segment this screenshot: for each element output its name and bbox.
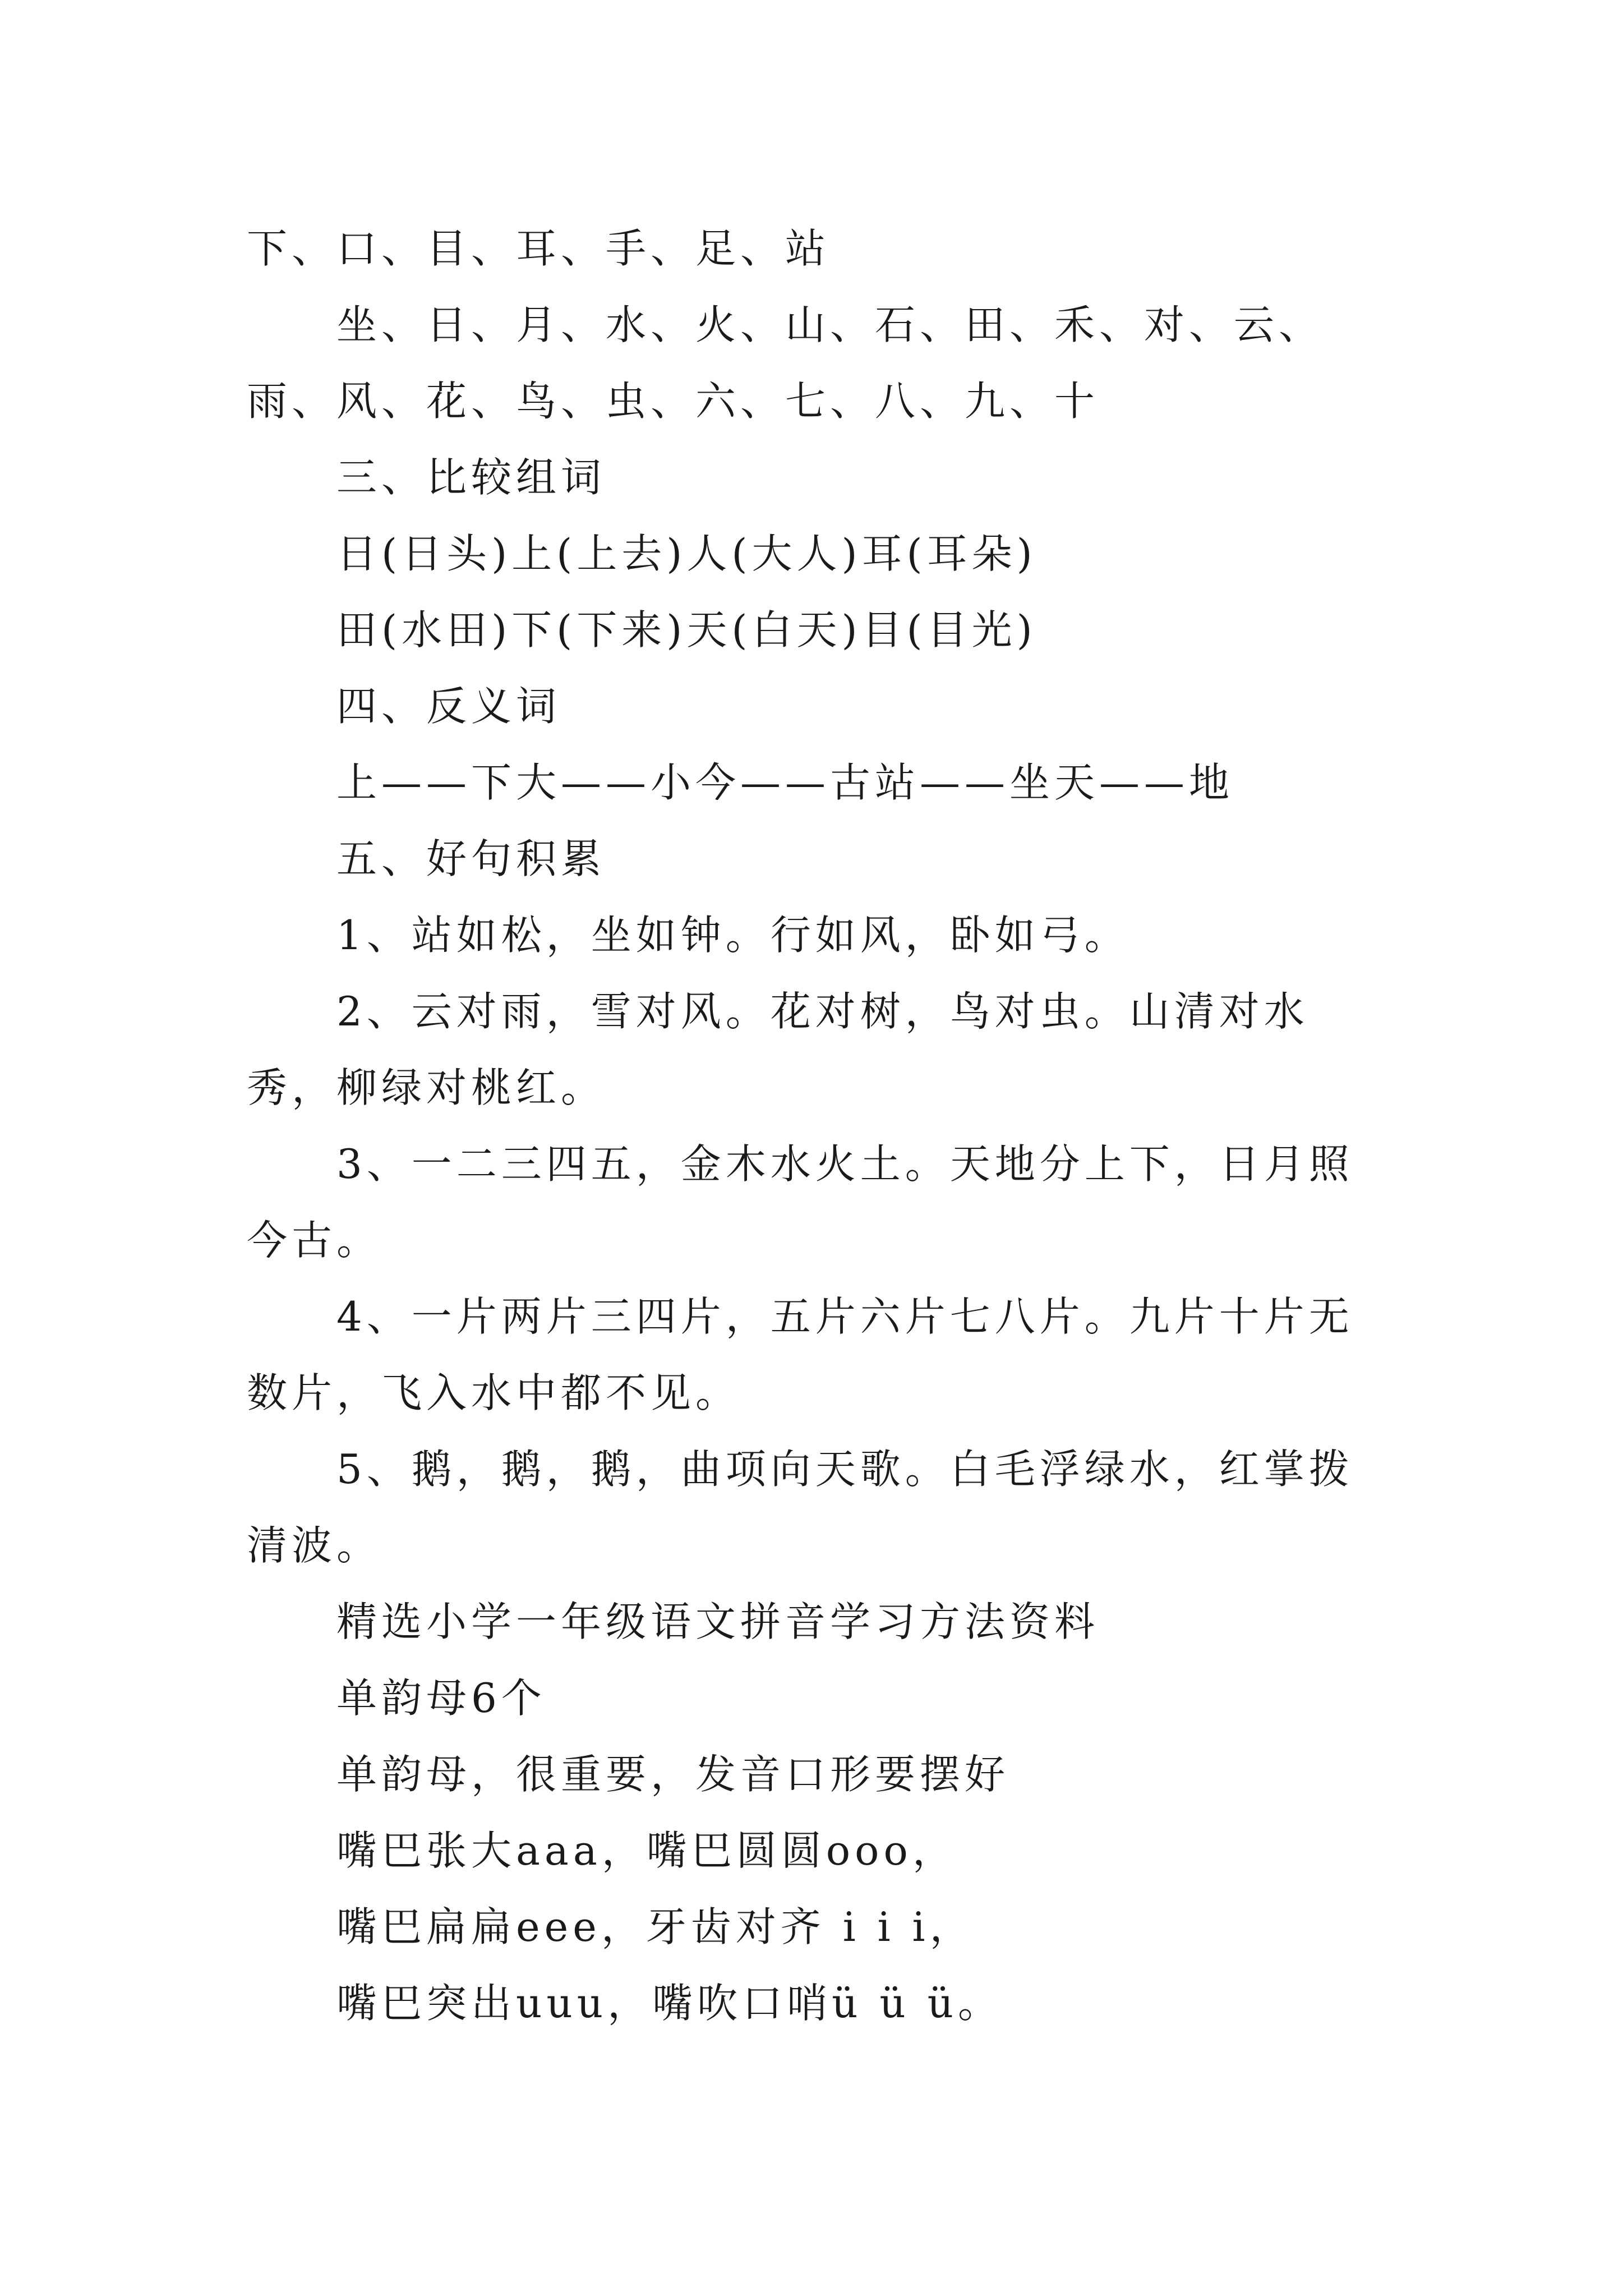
paragraph-17: 嘴巴张大aaa，嘴巴圆圆ooo， <box>336 1827 957 1874</box>
paragraph-5: 田(水田)下(下来)天(白天)目(目光) <box>336 606 1037 654</box>
sentence-item-2: 2、云对雨，雪对风。花对树，鸟对虫。山清对水秀，柳绿对桃红。 <box>247 988 1309 1111</box>
paragraph-18: 嘴巴扁扁eee，牙齿对齐 i i i， <box>336 1903 975 1950</box>
paragraph-19: 嘴巴突出uuu，嘴吹口哨ü ü ü。 <box>336 1980 1003 2027</box>
sentence-item-1: 1、站如松，坐如钟。行如风，卧如弓。 <box>336 912 1129 959</box>
sentence-item-4: 4、一片两片三四片，五片六片七八片。九片十片无数片，飞入水中都不见。 <box>247 1293 1354 1416</box>
sentence-item-3: 3、一二三四五，金木水火土。天地分上下，日月照今古。 <box>247 1140 1354 1264</box>
paragraph-15: 单韵母6个 <box>336 1674 546 1722</box>
section-heading-antonyms: 四、反义词 <box>336 683 561 730</box>
paragraph-7: 上——下大——小今——古站——坐天——地 <box>336 759 1234 806</box>
section-title-pinyin: 精选小学一年级语文拼音学习方法资料 <box>336 1598 1100 1645</box>
section-heading-compare-words: 三、比较组词 <box>336 454 606 501</box>
paragraph-1: 下、口、目、耳、手、足、站 <box>247 225 831 272</box>
paragraph-16: 单韵母，很重要，发音口形要摆好 <box>336 1751 1010 1798</box>
paragraph-2: 坐、日、月、水、火、山、石、田、禾、对、云、雨、风、花、鸟、虫、六、七、八、九、十 <box>247 301 1324 425</box>
section-heading-good-sentences: 五、好句积累 <box>336 835 606 882</box>
sentence-item-5: 5、鹅，鹅，鹅，曲项向天歌。白毛浮绿水，红掌拨清波。 <box>247 1446 1354 1569</box>
paragraph-4: 日(日头)上(上去)人(大人)耳(耳朵) <box>336 530 1037 577</box>
document-body <box>247 210 1380 2041</box>
